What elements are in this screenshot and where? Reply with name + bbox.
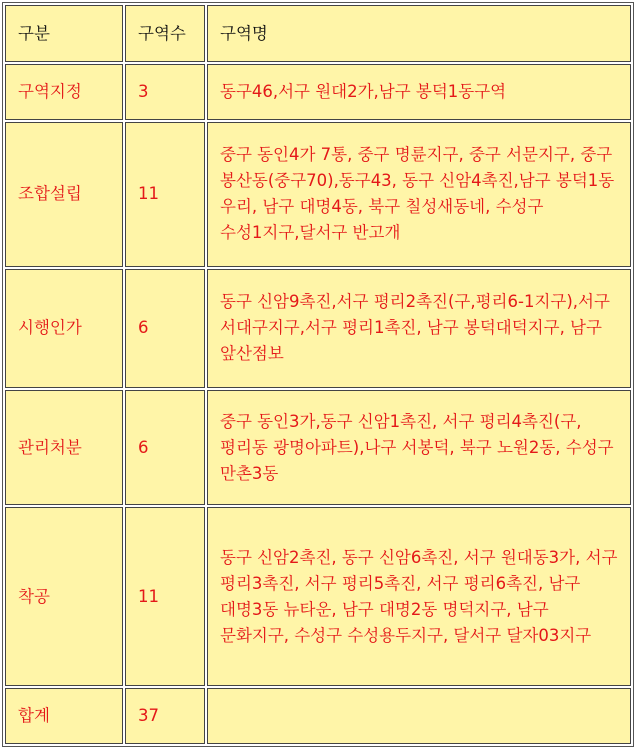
table-container (2, 2, 634, 747)
row-count: 11 (125, 507, 205, 685)
row-category: 합계 (5, 688, 123, 744)
table-row (5, 390, 631, 506)
row-category: 조합설립 (5, 122, 123, 267)
row-category: 시행인가 (5, 269, 123, 388)
header-names: 구역명 (207, 5, 631, 62)
header-count: 구역수 (125, 5, 205, 62)
row-names: 중구 동인4가 7통, 중구 명륜지구, 중구 서문지구, 중구 봉산동(중구70),동구43, 동구 신암4촉진,남구 봉덕1동 우리, 남구 대명4동, 북구 칠성새동네, 수성구 수성1지구,달서구 반고개 (207, 122, 631, 267)
row-category: 구역지정 (5, 64, 123, 119)
table-row (5, 507, 631, 685)
table-row-total (5, 688, 631, 744)
row-count: 3 (125, 64, 205, 119)
redevelopment-zone-table (2, 2, 634, 747)
table-row (5, 64, 631, 119)
row-count: 11 (125, 122, 205, 267)
table-header-row (5, 5, 631, 62)
header-category: 구분 (5, 5, 123, 62)
row-category: 착공 (5, 507, 123, 685)
row-names: 동구 신암2촉진, 동구 신암6촉진, 서구 원대동3가, 서구 평리3촉진, 서구 평리5촉진, 서구 평리6촉진, 남구 대명3동 뉴타운, 남구 대명2동 명덕지구, 남구 문화지구, 수성구 수성용두지구, 달서구 달자03지구 (207, 507, 631, 685)
table-row (5, 269, 631, 388)
row-names: 동구46,서구 원대2가,남구 봉덕1동구역 (207, 64, 631, 119)
row-names (207, 688, 631, 744)
row-count: 37 (125, 688, 205, 744)
table-row (5, 122, 631, 267)
row-category: 관리처분 (5, 390, 123, 506)
row-count: 6 (125, 390, 205, 506)
row-names: 중구 동인3가,동구 신암1촉진, 서구 평리4촉진(구,평리동 광명아파트),나구 서봉덕, 북구 노원2동, 수성구 만촌3동 (207, 390, 631, 506)
row-count: 6 (125, 269, 205, 388)
row-names: 동구 신암9촉진,서구 평리2촉진(구,평리6-1지구),서구 서대구지구,서구 평리1촉진, 남구 봉덕대덕지구, 남구 앞산점보 (207, 269, 631, 388)
